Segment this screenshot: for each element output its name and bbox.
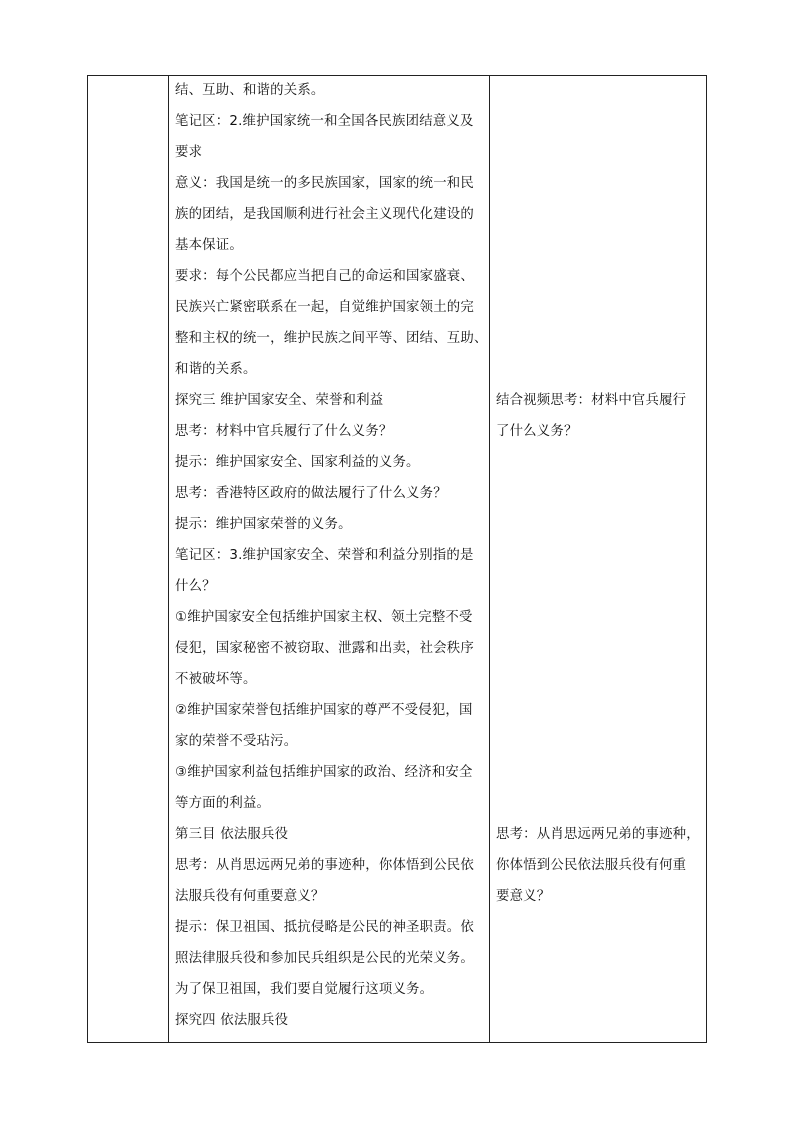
text-line: 照法律服兵役和参加民兵组织是公民的光荣义务。 [175,951,474,966]
text-line: 整和主权的统一，维护民族之间平等、团结、互助、 [175,331,488,346]
text-line: 思考：材料中官兵履行了什么义务？ [175,424,393,439]
section-heading: 第三目 依法服兵役 [175,827,289,842]
text-line: 基本保证。 [175,238,243,253]
text-line: 和谐的关系。 [175,362,257,377]
text-line: 意义：我国是统一的多民族国家，国家的统一和民 [175,176,474,191]
text-line: 要求：每个公民都应当把自己的命运和国家盛衰、 [175,269,474,284]
lesson-plan-table [87,75,707,1043]
text-line: 笔记区：2.维护国家统一和全国各民族团结意义及 [175,114,474,129]
text-line: 不被破坏等。 [175,672,257,687]
text-line: ①维护国家安全包括维护国家主权、领土完整不受 [175,610,473,625]
side-note-line: 要意义？ [496,889,551,904]
text-line: 笔记区：3.维护国家安全、荣誉和利益分别指的是 [175,548,474,563]
text-line: 思考：香港特区政府的做法履行了什么义务？ [175,486,447,501]
section-heading: 探究三 维护国家安全、荣誉和利益 [175,393,384,408]
left-column-cell [88,76,168,1042]
text-line: 等方面的利益。 [175,796,271,811]
text-line: 提示：维护国家荣誉的义务。 [175,517,352,532]
text-line: ②维护国家荣誉包括维护国家的尊严不受侵犯，国 [175,703,473,718]
text-line: 民族兴亡紧密联系在一起，自觉维护国家领土的完 [175,300,474,315]
side-note-line: 思考：从肖思远两兄弟的事迹种， [496,827,700,842]
teaching-content-cell [169,76,489,1042]
side-note-line: 结合视频思考：材料中官兵履行 [496,393,687,408]
text-line: 为了保卫祖国，我们要自觉履行这项义务。 [175,982,434,997]
text-line: 什么？ [175,579,216,594]
text-line: 法服兵役有何重要意义？ [175,889,325,904]
text-line: 提示：维护国家安全、国家利益的义务。 [175,455,420,470]
text-line: 提示：保卫祖国、抵抗侵略是公民的神圣职责。依 [175,920,474,935]
design-intent-cell [490,76,707,1042]
text-line: ③维护国家利益包括维护国家的政治、经济和安全 [175,765,473,780]
text-line: 思考：从肖思远两兄弟的事迹种，你体悟到公民依 [175,858,474,873]
text-line: 结、互助、和谐的关系。 [175,83,325,98]
text-line: 族的团结，是我国顺利进行社会主义现代化建设的 [175,207,474,222]
side-note-line: 你体悟到公民依法服兵役有何重 [496,858,687,873]
side-note-line: 了什么义务？ [496,424,578,439]
text-line: 要求 [175,145,203,160]
section-heading: 探究四 依法服兵役 [175,1013,289,1028]
text-line: 家的荣誉不受玷污。 [175,734,298,749]
text-line: 侵犯，国家秘密不被窃取、泄露和出卖，社会秩序 [175,641,474,656]
